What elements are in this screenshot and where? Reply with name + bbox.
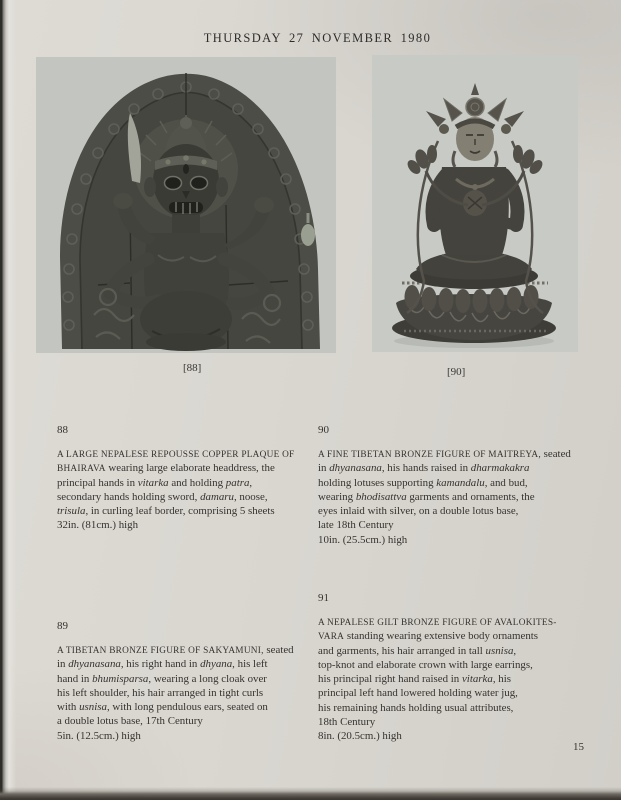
lot-entry-91 xyxy=(318,592,557,744)
lot-text-line: holding lotuses supporting kamandalu, and bud, xyxy=(318,476,528,489)
lot-text-line: wearing bhodisattva garments and ornaments, the xyxy=(318,490,535,503)
lot-text-line: in dhyanasana, his hands raised in dharmakakra xyxy=(318,462,530,475)
maitreya-figure-illustration xyxy=(372,55,578,352)
lot-description-89 xyxy=(57,643,294,743)
lot-text-line: hand in bhumisparsa, wearing a long cloak over xyxy=(57,672,267,685)
lot-text-line: BHAIRAVA wearing large elaborate headdress, the xyxy=(57,462,275,475)
lot-text-line: secondary hands holding sword, damaru, noose, xyxy=(57,490,268,503)
lot-text-line: principal left hand lowered holding water jug, xyxy=(318,687,518,700)
lot-text-line: A NEPALESE GILT BRONZE FIGURE OF AVALOKITES- xyxy=(318,618,557,628)
lot-number-90: 90 xyxy=(318,424,329,436)
lot-description-90 xyxy=(318,447,571,547)
lot-number-91: 91 xyxy=(318,592,329,604)
figure-caption-88: [88] xyxy=(183,362,202,374)
lot-entry-90 xyxy=(318,424,571,547)
lot-description-91 xyxy=(318,615,557,744)
photo-lot-90 xyxy=(372,55,578,352)
lot-text-line: eyes inlaid with silver, on a double lotus base, xyxy=(318,505,519,518)
lot-text-line: his principal right hand raised in vitarka, his xyxy=(318,673,511,686)
lot-text-line: late 18th Century xyxy=(318,519,394,532)
lot-text-line: 8in. (20.5cm.) high xyxy=(318,730,402,743)
lot-text-line: top-knot and elaborate crown with large earrings, xyxy=(318,658,533,671)
lot-number-88: 88 xyxy=(57,424,68,436)
lot-entry-88 xyxy=(57,424,294,533)
page-binding-shadow xyxy=(0,0,16,800)
lot-text-line: principal hands in vitarka and holding patra, xyxy=(57,476,253,489)
figure-caption-90: [90] xyxy=(447,366,466,378)
page-bottom-edge xyxy=(0,787,621,800)
lot-text-line: 10in. (25.5cm.) high xyxy=(318,533,408,546)
lot-text-line: trisula, in curling leaf border, comprising 5 sheets xyxy=(57,505,275,518)
lot-text-line: with usnisa, with long pendulous ears, seated on xyxy=(57,701,268,714)
lot-text-line: 32in. (81cm.) high xyxy=(57,519,139,532)
bhairava-plaque-illustration xyxy=(36,57,336,353)
lot-text-line: A LARGE NEPALESE REPOUSSE COPPER PLAQUE OF xyxy=(57,450,295,460)
lot-text-line: his left shoulder, his hair arranged in tight curls xyxy=(57,686,264,699)
lot-description-88 xyxy=(57,447,294,533)
lot-text-line: a double lotus base, 17th Century xyxy=(57,715,203,728)
lot-text-line: and garments, his hair arranged in tall usnisa, xyxy=(318,644,517,657)
lot-text-line: A FINE TIBETAN BRONZE FIGURE OF MAITREYA, seated xyxy=(318,448,571,460)
lot-text-line: 5in. (12.5cm.) high xyxy=(57,729,141,742)
lot-text-line: 18th Century xyxy=(318,716,376,729)
page-header-date: THURSDAY 27 NOVEMBER 1980 xyxy=(203,31,432,45)
lot-text-line: his remaining hands holding usual attributes, xyxy=(318,701,514,714)
page-number: 15 xyxy=(573,741,584,753)
lot-text-line: A TIBETAN BRONZE FIGURE OF SAKYAMUNI, seated xyxy=(57,644,294,656)
lot-text-line: in dhyanasana, his right hand in dhyana, his left xyxy=(57,658,268,671)
lot-number-89: 89 xyxy=(57,620,68,632)
lot-text-line: VARA standing wearing extensive body ornaments xyxy=(318,630,539,643)
photo-lot-88 xyxy=(36,57,336,353)
lot-entry-89 xyxy=(57,620,294,743)
